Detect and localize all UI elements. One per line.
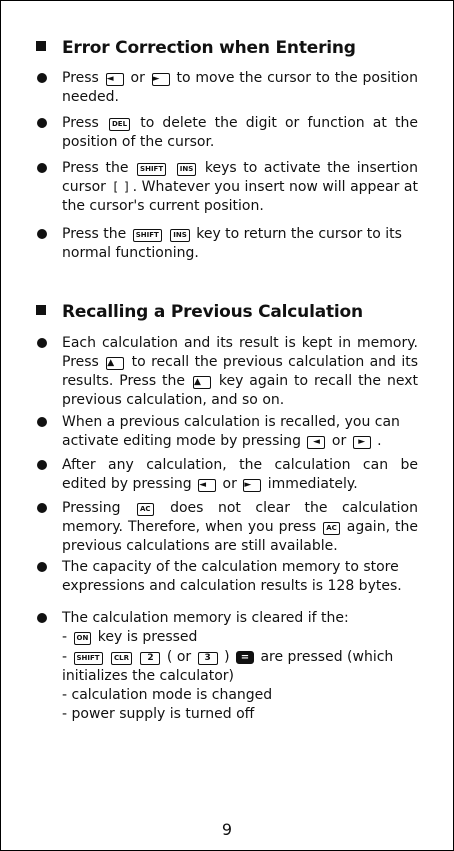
list-item [62,456,418,494]
text-segment: - power supply is turned off [62,706,255,722]
text-segment: key again to recall the next previous calculation, and so on. [62,373,418,408]
shift-key: SHIFT [74,652,103,665]
text-segment: to move the cursor to the position needed. [62,70,418,105]
bullet-icon [37,229,47,239]
equals-key: = [236,651,254,664]
list-item [62,609,418,628]
left-arrow-key: ◄ [307,436,325,449]
list-item [62,558,418,596]
text-segment: The calculation memory is cleared if the: [62,610,349,626]
page-number: 9 [221,820,233,839]
bullet-icon [37,338,47,348]
text-segment: or [327,433,351,449]
text-segment: Each calculation and its result is kept in memory. Press [62,335,418,370]
text-segment: Press [62,115,107,131]
list-item [62,334,418,410]
up-arrow-key: ▲ [106,357,124,370]
text-segment: Pressing [62,500,136,516]
list-item [62,499,418,556]
bullet-icon [37,417,47,427]
ins-key: INS [170,229,190,242]
ac-key: AC [137,503,154,516]
text-segment: or [218,476,242,492]
right-arrow-key: ► [353,436,371,449]
list-item [62,225,418,263]
right-arrow-key: ► [152,73,170,86]
text-segment: key is pressed [93,629,198,645]
text-segment: Press the [62,160,136,176]
text-segment: or [125,70,150,86]
list-item [62,69,418,107]
text-segment: Press [62,70,104,86]
text-segment: to recall the previous calculation and its results. Press the [62,354,418,389]
key-3: 3 [198,652,218,665]
text-segment [105,649,109,665]
text-segment: The capacity of the calculation memory to store expressions and calculation results is 128 bytes. [62,559,402,594]
del-key: DEL [109,118,130,131]
sub-list-item [62,648,418,686]
text-segment [168,160,175,176]
bullet-icon [37,613,47,623]
text-segment: When a previous calculation is recalled, you can activate editing mode by pressing [62,414,400,449]
bullet-icon [37,73,47,83]
text-segment: - [62,629,72,645]
list-item [62,159,418,216]
left-arrow-key: ◄ [106,73,124,86]
text-segment: are pressed (which initializes the calculator) [62,649,394,684]
text-segment: . [372,433,382,449]
text-segment: ( or [162,649,196,665]
clr-key: CLR [111,652,132,665]
bullet-icon [37,460,47,470]
list-item [62,413,418,451]
up-arrow-key: ▲ [193,376,211,389]
sub-list-item [62,686,418,705]
ins-key: INS [177,163,197,176]
bullet-icon [37,562,47,572]
text-segment: Press the [62,226,131,242]
right-arrow-key: ► [243,479,261,492]
text-segment: immediately. [263,476,358,492]
text-segment: - calculation mode is changed [62,687,273,703]
text-segment: keys to activate the insertion cursor [62,160,418,195]
text-segment: does not clear the calculation memory. Therefore, when you press [62,500,418,535]
section-square-icon [36,41,46,51]
bullet-icon [37,163,47,173]
bullet-icon [37,503,47,513]
shift-key: SHIFT [133,229,162,242]
left-arrow-key: ◄ [198,479,216,492]
section-square-icon [36,305,46,315]
text-segment: to delete the digit or function at the position of the cursor. [62,115,418,150]
text-segment: again, the previous calculations are still available. [62,519,419,554]
text-segment: After any calculation, the calculation can be edited by pressing [62,457,418,492]
text-segment: ) [219,649,234,665]
bullet-icon [37,118,47,128]
ac-key: AC [323,522,340,535]
section-title-error-correction: Error Correction when Entering [36,38,356,58]
key-2: 2 [140,652,160,665]
sub-list-item [62,628,418,647]
text-segment [134,649,138,665]
text-segment: . Whatever you insert now will appear at the cursor's current position. [62,179,418,214]
section-title-recalling: Recalling a Previous Calculation [36,302,363,322]
sub-list-item [62,705,418,724]
text-segment: - [62,649,72,665]
text-segment: key to return the cursor to its normal functioning. [62,226,402,261]
list-item [62,114,418,152]
text-segment [164,226,168,242]
shift-key: SHIFT [137,163,166,176]
insertion-cursor-symbol: [ ] [113,180,130,194]
on-key: ON [74,632,92,645]
